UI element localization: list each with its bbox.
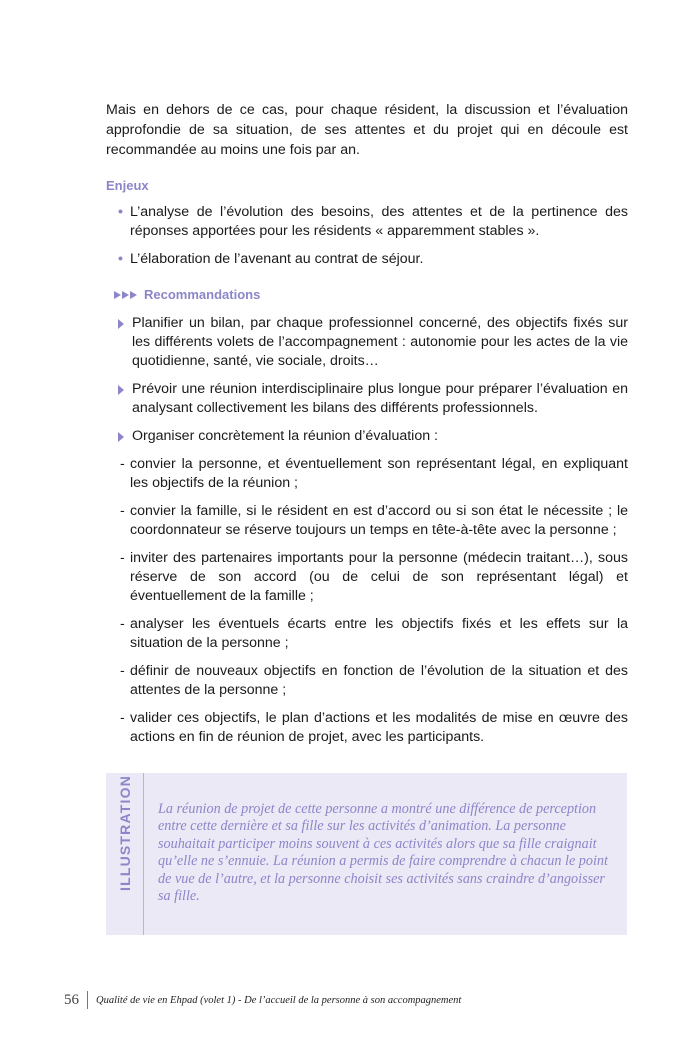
list-item (120, 615, 628, 653)
bullet-icon: • (118, 204, 123, 220)
bullet-icon: • (118, 251, 123, 267)
recommandations-heading (114, 287, 628, 302)
enjeux-list (106, 203, 628, 269)
dash-bullet: - (120, 663, 125, 679)
page-footer (64, 991, 461, 1009)
step-text: valider ces objectifs, le plan d’actions et les modalités de mise en œuvre des actions en fin de réunion de projet, avec les participants. (130, 710, 628, 745)
list-item (120, 502, 628, 540)
illustration-sidebar (106, 773, 144, 935)
list-item (118, 314, 628, 371)
illustration-label: ILLUSTRATION (117, 774, 133, 892)
recommandation-text: Organiser concrètement la réunion d’évaluation : (132, 428, 438, 444)
illustration-box (106, 773, 627, 935)
dash-bullet: - (120, 503, 125, 519)
page-content (106, 100, 628, 756)
step-text: inviter des partenaires importants pour la personne (médecin traitant…), sous réserve de son accord (ou de celui de son représentant légal) et éventuellement de la famille ; (130, 550, 628, 604)
triangle-bullet-icon (118, 432, 124, 442)
list-item (118, 203, 628, 241)
enjeux-item-text: L’élaboration de l’avenant au contrat de séjour. (130, 251, 424, 267)
dash-bullet: - (120, 710, 125, 726)
dash-bullet: - (120, 550, 125, 566)
evaluation-steps-list (106, 455, 628, 747)
step-text: convier la famille, si le résident en est d’accord ou si son état le nécessite ; le coordonnateur se réserve toujours un temps en tête-à-tête avec la personne ; (130, 503, 628, 538)
enjeux-item-text: L’analyse de l’évolution des besoins, des attentes et de la pertinence des réponses apportées pour les résidents « apparemment stables ». (130, 204, 628, 239)
recommandations-title: Recommandations (144, 287, 261, 302)
recommandations-list (106, 314, 628, 446)
triangle-bullet-icon (118, 385, 124, 395)
list-item (118, 427, 628, 446)
footer-title: Qualité de vie en Ehpad (volet 1) - De l’accueil de la personne à son accompagnement (96, 994, 462, 1006)
intro-paragraph: Mais en dehors de ce cas, pour chaque résident, la discussion et l’évaluation approfondie de sa situation, de ses attentes et du projet qui en découle est recommandée au moins une fois par an. (106, 102, 628, 158)
step-text: analyser les éventuels écarts entre les objectifs fixés et les effets sur la situation de la personne ; (130, 616, 628, 651)
list-item (118, 380, 628, 418)
list-item (120, 662, 628, 700)
list-item (120, 455, 628, 493)
recommandation-text: Planifier un bilan, par chaque professionnel concerné, des objectifs fixés sur les différents volets de l’accompagnement : autonomie pour les actes de la vie quotidienne, santé, vie sociale, droits… (132, 315, 628, 369)
dash-bullet: - (120, 456, 125, 472)
step-text: définir de nouveaux objectifs en fonction de l’évolution de la situation et des attentes de la personne ; (130, 663, 628, 698)
triangle-bullet-icon (118, 319, 124, 329)
enjeux-heading: Enjeux (106, 178, 149, 193)
page-number: 56 (64, 991, 88, 1009)
list-item (120, 709, 628, 747)
step-text: convier la personne, et éventuellement son représentant légal, en expliquant les objectifs de la réunion ; (130, 456, 628, 491)
list-item (120, 549, 628, 606)
illustration-text: La réunion de projet de cette personne a montré une différence de perception entre cette dernière et sa fille sur les activités d’animation. La personne souhaitait participer moins souvent à ces activités alors que sa fille craignait qu’elle ne s’ennuie. La réunion a permis de faire comprendre à chacun le point de vue de l’autre, et la personne choisit ses activités sans craindre d’angoisser sa fille. (158, 801, 608, 905)
triple-arrow-icon (114, 291, 138, 299)
dash-bullet: - (120, 616, 125, 632)
list-item (118, 250, 628, 269)
recommandation-text: Prévoir une réunion interdisciplinaire plus longue pour préparer l’évaluation en analysant collectivement les bilans des différents professionnels. (132, 381, 628, 416)
